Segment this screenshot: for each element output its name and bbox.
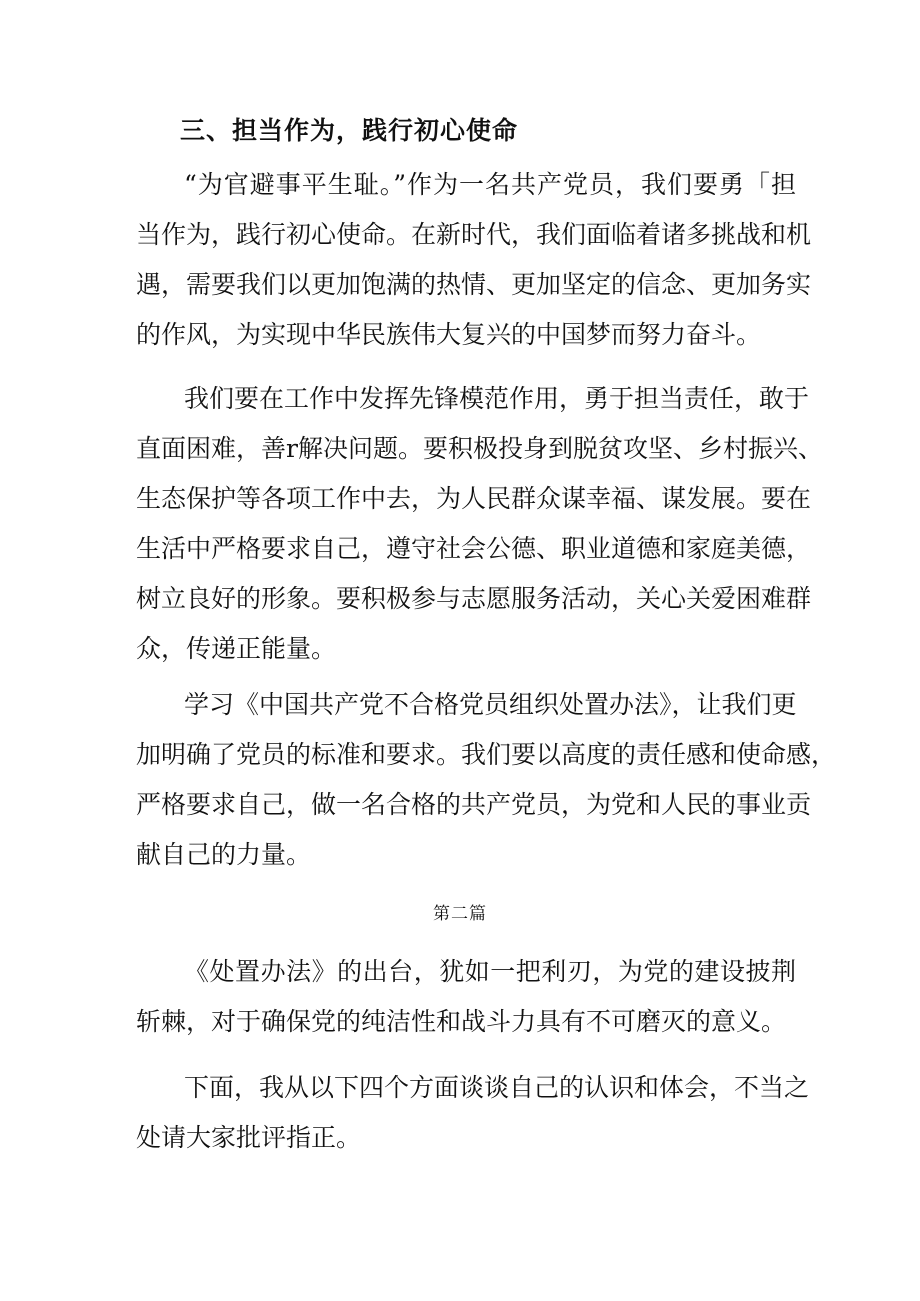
paragraph-line: 斩棘，对于确保党的纯洁性和战斗力具有不可磨灭的意义。 [136,1007,787,1036]
paragraph-line: 的作风，为实现中华民族伟大复兴的中国梦而努力奋斗。 [136,320,762,349]
paragraph-intro [136,1063,810,1163]
paragraph-line: 遇，需要我们以更加饱满的热情、更加坚定的信念、更加务实 [136,270,812,299]
paragraph-duty [136,160,812,360]
paragraph-line: 当作为，践行初心使命。在新时代，我们面临着诸多挑战和机 [136,220,812,249]
paragraph-line: “为官避事平生耻。”作为一名共产党员，我们要勇「担 [184,170,796,199]
paragraph-line: 树立良好的形象。要积极参与志愿服务活动，关心关爱困难群 [136,584,812,613]
paragraph-line: 献自己的力量。 [136,840,312,869]
paragraph-line: 处请大家批评指正。 [136,1123,362,1152]
paragraph-vanguard [136,374,823,674]
paragraph-line: 学习《中国共产党不合格党员组织处置办法》，让我们更 [184,690,797,719]
paragraph-line: 众，传递正能量。 [136,634,337,663]
paragraph-line: 生态保护等各项工作中去，为人民群众谋幸福、谋发展。要在 [136,484,812,513]
paragraph-line: 直面困难，善r解决问题。要积极投身到脱贫攻坚、乡村振兴、 [136,434,823,463]
paragraph-line: 下面，我从以下四个方面谈谈自己的认识和体会，不当之 [184,1073,810,1102]
section-heading: 三、担当作为，践行初心使命 [180,116,519,145]
paragraph-line: 《处置办法》的出台，犹如一把利刃，为党的建设披荆 [184,957,796,986]
section-title: 第二篇 [433,904,487,924]
paragraph-line: 生活中严格要求自己，遵守社会公德、职业道德和家庭美德， [136,534,812,563]
paragraph-line: 我们要在工作中发挥先锋模范作用，勇于担当责任，敢于 [184,384,810,413]
paragraph-line: 严格要求自己，做一名合格的共产党员，为党和人民的事业贡 [136,790,812,819]
paragraph-line: 加明确了党员的标准和要求。我们要以高度的责任感和使命感， [136,740,837,769]
paragraph-study [136,680,837,880]
paragraph-measures [136,947,796,1047]
